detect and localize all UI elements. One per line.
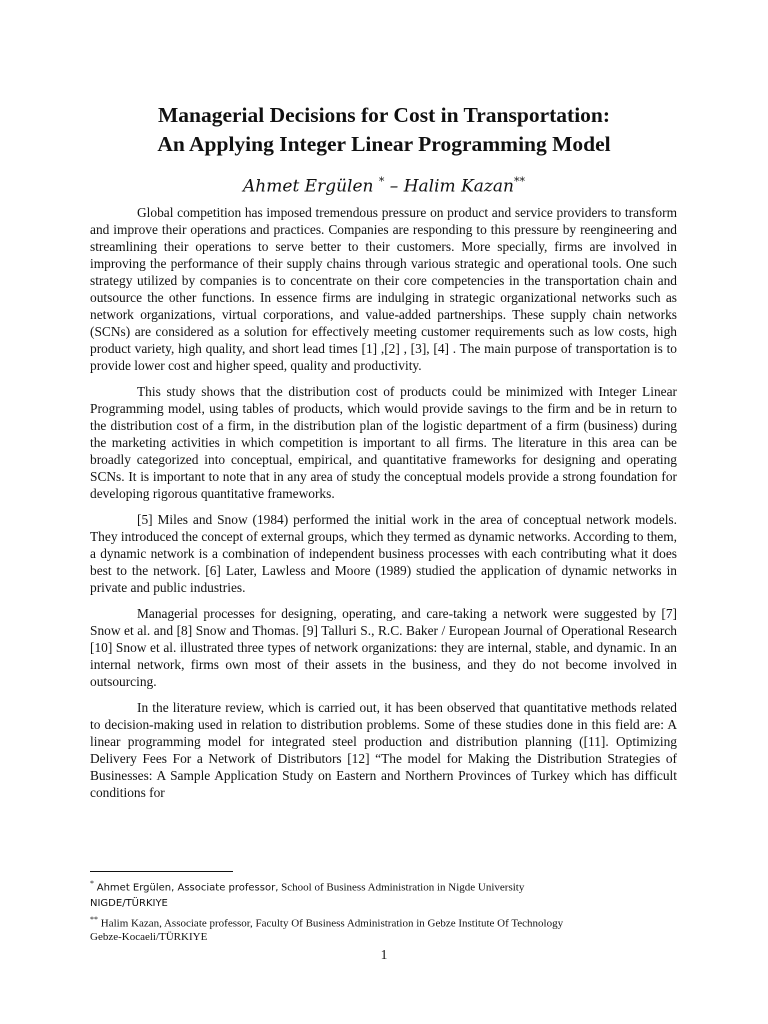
footnotes [90, 877, 677, 946]
author-line [90, 172, 678, 197]
paragraph-5: In the literature review, which is carried out, it has been observed that quantitative methods related to decision-making used in relation to distribution problems. Some of these studies done in this field are: A linear programming model for integrated steel production and distribution planning ([11]. Optimizing Delivery Fees For a Network of Distributors [12] “The model for Making the Distribution Strategies of Businesses: A Sample Application Study on Eastern and Northern Provinces of Turkey which has difficult conditions for [90, 700, 677, 800]
page-number: 1 [380, 947, 388, 962]
footnote-1 [90, 877, 677, 911]
footnote-2-text: Associate professor, Faculty Of Business Administration in Gebze Institute Of Technology [161, 917, 564, 930]
author-2-name: Halim Kazan [403, 176, 514, 197]
paper-title [90, 101, 678, 159]
footnote-2-name: Halim Kazan, [100, 917, 162, 930]
author-separator: – [384, 176, 404, 197]
footnote-2 [90, 913, 677, 945]
paragraph-4: Managerial processes for designing, operating, and care-taking a network were suggested by [7] Snow et al. and [8] Snow and Thomas. [9] Talluri S., R.C. Baker / European Journal of Operational Research [10] Snow et al. illustrated three types of network organizations: they are internal, stable, and dynamic. In an internal network, firms own most of their assets in the business, and they do not become involved in outsourcing. [90, 606, 677, 689]
paragraph-2: This study shows that the distribution cost of products could be minimized with Integer Linear Programming model, using tables of products, which would provide savings to the firm and be in return to the distribution cost of a firm, in the distribution plan of the logistic department of a firm (business) during the marketing activities in which competition is important to all firms. The literature in this area can be broadly categorized into conceptual, empirical, and quantitative frameworks for designing and operating SCNs. It is important to note that in any area of study the conceptual models provide a strong foundation for developing rigorous quantitative frameworks. [90, 384, 677, 501]
footnote-1-line-2: NIGDE/TÜRKIYE [90, 897, 168, 909]
title-line-1: Managerial Decisions for Cost in Transportation: [157, 103, 611, 127]
footnote-1-text: School of Business Administration in Nigde University [278, 881, 525, 894]
footnote-1-name: Ahmet Ergülen, Associate professor, [96, 882, 279, 894]
footnote-1-mark: * [90, 879, 94, 888]
paragraph-3: [5] Miles and Snow (1984) performed the initial work in the area of conceptual network models. They introduced the concept of external groups, which they termed as dynamic networks. According to them, a dynamic network is a combination of independent business processes with each contributing what it does best to the network. [6] Later, Lawless and Moore (1989) studied the application of dynamic networks in private and public industries. [90, 512, 677, 595]
title-line-2: An Applying Integer Linear Programming Model [157, 132, 611, 156]
footnote-2-line-2: Gebze-Kocaeli/TÜRKIYE [90, 931, 208, 944]
paragraph-1: Global competition has imposed tremendous pressure on product and service providers to transform and improve their operations and practices. Companies are responding to this pressure by reengineering and streamlining their operations to serve better to their customers. More specially, firms are involved in improving the performance of their supply chains through various strategic and operational tools. One such strategy utilized by companies is to concentrate on their core competencies in the transportation chain and outsource the other functions. In essence firms are indulging in strategic organizational networks such as network organizations, virtual corporations, and value-added partnerships. These supply chain networks (SCNs) are considered as a solution for effectively meeting customer requirements such as low costs, high product variety, high quality, and short lead times [1] ,[2] , [3], [4] . The main purpose of transportation is to provide lower cost and higher speed, quality and productivity. [90, 205, 677, 373]
footnote-divider [90, 871, 233, 872]
author-1-footnote-mark: * [378, 175, 385, 188]
body-text [90, 204, 677, 810]
author-2-footnote-mark: ** [513, 175, 525, 188]
author-1-name: Ahmet Ergülen [243, 176, 374, 197]
footnote-2-mark: ** [90, 914, 98, 924]
